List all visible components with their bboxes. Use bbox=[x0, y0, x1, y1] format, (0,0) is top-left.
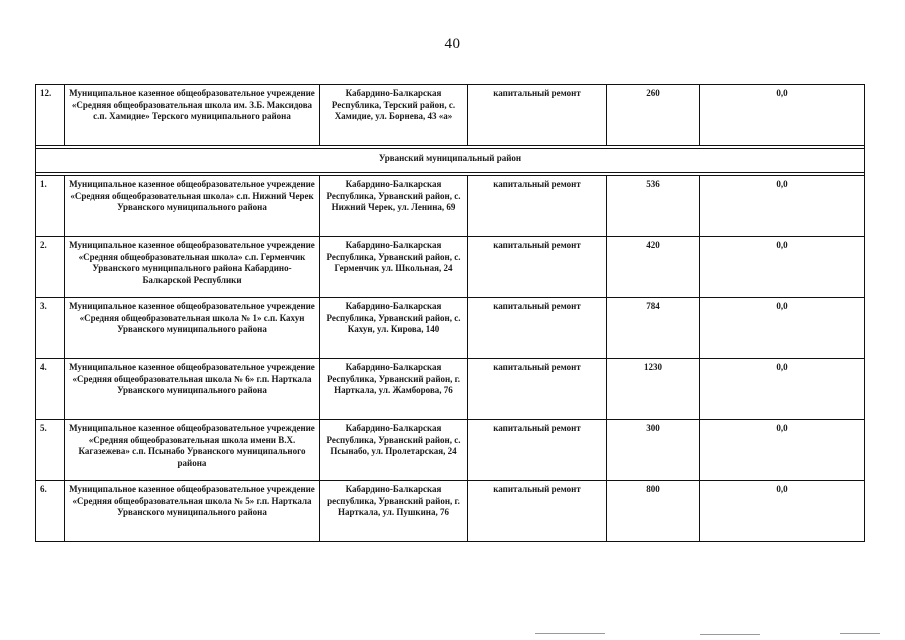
table-row bbox=[36, 359, 865, 420]
institution-address: Кабардино-Балкарская Республика, Терский район, с. Хамидие, ул. Борнева, 43 «а» bbox=[320, 85, 468, 146]
work-type: капитальный ремонт bbox=[468, 176, 607, 237]
institution-name: Муниципальное казенное общеобразовательное учреждение «Средняя общеобразовательная школа № 5» г.п. Нарткала Урванского муниципального района bbox=[65, 481, 320, 542]
quantity-cell: 420 bbox=[607, 237, 700, 298]
amount-cell: 0,0 bbox=[700, 298, 865, 359]
district-group-title: Урванский муниципальный район bbox=[36, 149, 865, 173]
institution-name: Муниципальное казенное общеобразовательное учреждение «Средняя общеобразовательная школа имени В.Х. Кагазежева» с.п. Псынабо Урванского муниципального района bbox=[65, 420, 320, 481]
institution-name: Муниципальное казенное общеобразовательное учреждение «Средняя общеобразовательная школа» с.п. Герменчик Урванского муниципального района Кабардино-Балкарской Республики bbox=[65, 237, 320, 298]
row-number: 2. bbox=[36, 237, 65, 298]
institution-address: Кабардино-Балкарская Республика, Урванский район, с. Псынабо, ул. Пролетарская, 24 bbox=[320, 420, 468, 481]
row-number: 6. bbox=[36, 481, 65, 542]
quantity-cell: 800 bbox=[607, 481, 700, 542]
table-row bbox=[36, 85, 865, 146]
institution-name: Муниципальное казенное общеобразовательное учреждение «Средняя общеобразовательная школа № 6» г.п. Нарткала Урванского муниципального района bbox=[65, 359, 320, 420]
district-group-row bbox=[36, 149, 865, 173]
amount-cell: 0,0 bbox=[700, 481, 865, 542]
row-number: 5. bbox=[36, 420, 65, 481]
quantity-cell: 260 bbox=[607, 85, 700, 146]
institution-name: Муниципальное казенное общеобразовательное учреждение «Средняя общеобразовательная школа» с.п. Нижний Черек Урванского муниципального района bbox=[65, 176, 320, 237]
scan-artifact bbox=[840, 633, 880, 634]
table-row bbox=[36, 420, 865, 481]
amount-cell: 0,0 bbox=[700, 176, 865, 237]
row-number: 12. bbox=[36, 85, 65, 146]
row-number: 3. bbox=[36, 298, 65, 359]
institution-name: Муниципальное казенное общеобразовательное учреждение «Средняя общеобразовательная школа № 1» с.п. Кахун Урванского муниципального района bbox=[65, 298, 320, 359]
work-type: капитальный ремонт bbox=[468, 359, 607, 420]
amount-cell: 0,0 bbox=[700, 237, 865, 298]
quantity-cell: 300 bbox=[607, 420, 700, 481]
page-number: 40 bbox=[444, 36, 461, 52]
work-type: капитальный ремонт bbox=[468, 85, 607, 146]
quantity-cell: 1230 bbox=[607, 359, 700, 420]
institution-name: Муниципальное казенное общеобразовательное учреждение «Средняя общеобразовательная школа им. З.Б. Максидова с.п. Хамидие» Терского муниципального района bbox=[65, 85, 320, 146]
amount-cell: 0,0 bbox=[700, 420, 865, 481]
row-number: 1. bbox=[36, 176, 65, 237]
work-type: капитальный ремонт bbox=[468, 481, 607, 542]
scan-artifact bbox=[700, 634, 760, 635]
institution-address: Кабардино-Балкарская Республика, Урванский район, г. Нарткала, ул. Жамборова, 76 bbox=[320, 359, 468, 420]
table-row bbox=[36, 237, 865, 298]
amount-cell: 0,0 bbox=[700, 85, 865, 146]
table-row bbox=[36, 176, 865, 237]
amount-cell: 0,0 bbox=[700, 359, 865, 420]
institution-address: Кабардино-Балкарская Республика, Урванский район, с. Кахун, ул. Кирова, 140 bbox=[320, 298, 468, 359]
institution-address: Кабардино-Балкарская Республика, Урванский район, с. Нижний Черек, ул. Ленина, 69 bbox=[320, 176, 468, 237]
work-type: капитальный ремонт bbox=[468, 420, 607, 481]
work-type: капитальный ремонт bbox=[468, 237, 607, 298]
quantity-cell: 784 bbox=[607, 298, 700, 359]
table-row bbox=[36, 481, 865, 542]
table-row bbox=[36, 298, 865, 359]
row-number: 4. bbox=[36, 359, 65, 420]
work-type: капитальный ремонт bbox=[468, 298, 607, 359]
scan-artifact bbox=[535, 633, 605, 634]
school-repair-table bbox=[35, 84, 865, 542]
institution-address: Кабардино-Балкарская республика, Урванский район, г. Нарткала, ул. Пушкина, 76 bbox=[320, 481, 468, 542]
institution-address: Кабардино-Балкарская Республика, Урванский район, с. Герменчик ул. Школьная, 24 bbox=[320, 237, 468, 298]
quantity-cell: 536 bbox=[607, 176, 700, 237]
